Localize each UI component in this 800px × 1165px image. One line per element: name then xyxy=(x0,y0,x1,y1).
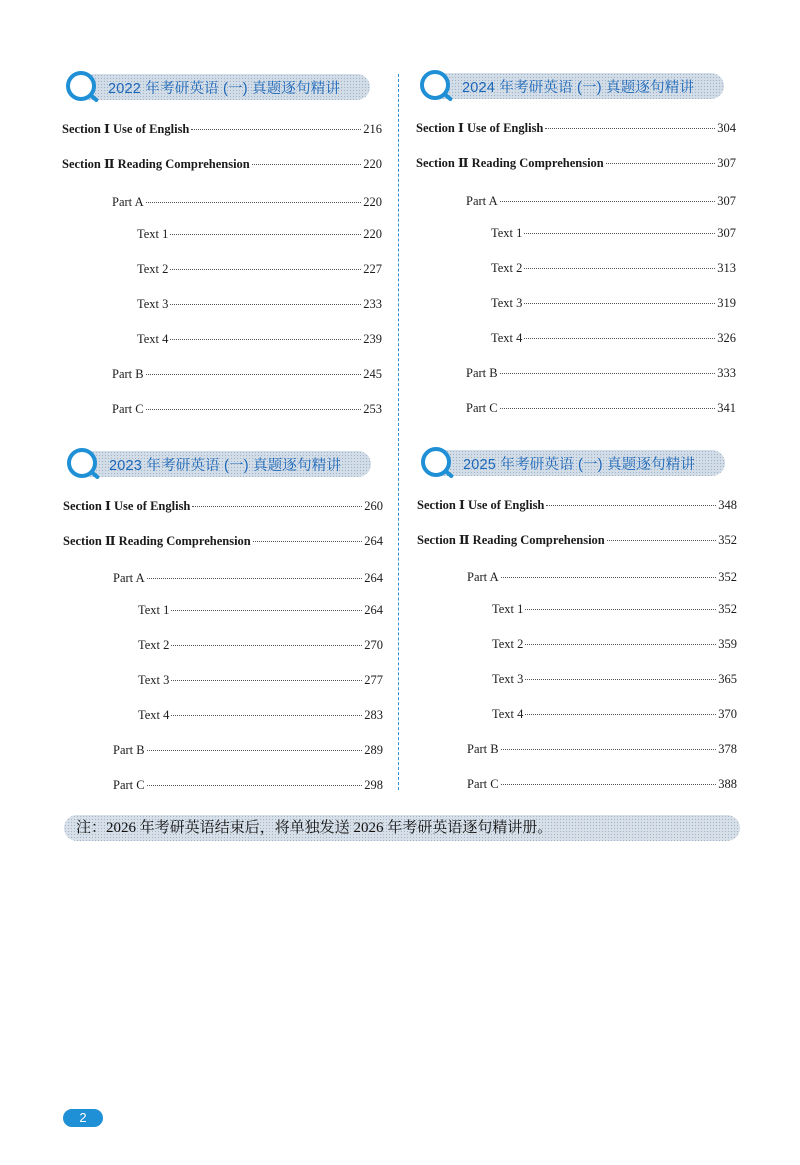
toc-entry[interactable] xyxy=(137,296,382,312)
entry-page: 298 xyxy=(364,778,383,792)
entry-page: 388 xyxy=(718,777,737,791)
entry-page: 227 xyxy=(363,262,382,276)
entry-label: Part C xyxy=(467,777,499,791)
entry-label: Text 1 xyxy=(491,226,523,240)
entry-page: 220 xyxy=(363,227,382,241)
toc-entry[interactable] xyxy=(137,331,382,347)
entry-page: 264 xyxy=(364,571,383,585)
toc-entry[interactable] xyxy=(416,120,736,136)
entry-label: Section Ⅰ Use of English xyxy=(63,499,191,513)
entry-label: Section Ⅱ Reading Comprehension xyxy=(62,157,250,171)
block-header xyxy=(431,450,725,476)
toc-entry[interactable] xyxy=(467,569,737,585)
entry-page: 245 xyxy=(363,367,382,381)
block-title: 2022 年考研英语 (一) 真题逐句精讲 xyxy=(108,80,341,97)
entry-page: 365 xyxy=(718,672,737,686)
entry-label: Text 3 xyxy=(138,673,170,687)
entry-label: Section Ⅰ Use of English xyxy=(62,122,190,136)
entry-page: 277 xyxy=(364,673,383,687)
entry-label: Text 3 xyxy=(491,296,523,310)
search-icon xyxy=(420,70,450,100)
entry-label: Part A xyxy=(467,570,499,584)
entry-label: Section Ⅱ Reading Comprehension xyxy=(416,156,604,170)
entry-page: 319 xyxy=(717,296,736,310)
toc-entry[interactable] xyxy=(62,121,382,137)
entry-label: Section Ⅱ Reading Comprehension xyxy=(417,533,605,547)
entry-page: 313 xyxy=(717,261,736,275)
toc-entry[interactable] xyxy=(113,777,383,793)
entry-label: Text 2 xyxy=(492,637,524,651)
entry-label: Part C xyxy=(466,401,498,415)
entry-page: 239 xyxy=(363,332,382,346)
toc-entry[interactable] xyxy=(137,261,382,277)
toc-entry[interactable] xyxy=(491,260,736,276)
entry-page: 333 xyxy=(717,366,736,380)
entry-page: 220 xyxy=(363,195,382,209)
toc-entry[interactable] xyxy=(138,672,383,688)
entry-label: Text 1 xyxy=(492,602,524,616)
entry-label: Part A xyxy=(466,194,498,208)
entry-page: 341 xyxy=(717,401,736,415)
toc-entry[interactable] xyxy=(492,671,737,687)
entry-label: Text 3 xyxy=(137,297,169,311)
entry-label: Text 4 xyxy=(492,707,524,721)
entry-label: Text 4 xyxy=(137,332,169,346)
toc-entry[interactable] xyxy=(63,498,383,514)
toc-entry[interactable] xyxy=(466,365,736,381)
toc-entry[interactable] xyxy=(112,401,382,417)
toc-block-2025 xyxy=(417,450,757,791)
entry-label: Section Ⅰ Use of English xyxy=(417,498,545,512)
toc-entry[interactable] xyxy=(492,601,737,617)
toc-block-2024 xyxy=(416,73,756,415)
toc-entry[interactable] xyxy=(417,532,737,548)
search-icon xyxy=(67,448,97,478)
footnote-banner: 注：2026 年考研英语结束后，将单独发送 2026 年考研英语逐句精讲册。 xyxy=(64,815,740,841)
toc-entry[interactable] xyxy=(492,706,737,722)
entry-label: Text 2 xyxy=(491,261,523,275)
entry-label: Text 4 xyxy=(491,331,523,345)
toc-entry[interactable] xyxy=(491,330,736,346)
toc-entry[interactable] xyxy=(63,533,383,549)
entry-page: 352 xyxy=(718,570,737,584)
entry-page: 378 xyxy=(718,742,737,756)
toc-entry[interactable] xyxy=(467,741,737,757)
toc-entry[interactable] xyxy=(138,602,383,618)
toc-entry[interactable] xyxy=(416,155,736,171)
entry-page: 348 xyxy=(718,498,737,512)
toc-entry[interactable] xyxy=(138,707,383,723)
entry-page: 289 xyxy=(364,743,383,757)
entry-page: 264 xyxy=(364,603,383,617)
entry-label: Part A xyxy=(113,571,145,585)
entry-label: Part B xyxy=(112,367,144,381)
block-title: 2023 年考研英语 (一) 真题逐句精讲 xyxy=(109,457,342,474)
entry-label: Text 1 xyxy=(138,603,170,617)
entry-label: Part B xyxy=(467,742,499,756)
entry-page: 270 xyxy=(364,638,383,652)
toc-entry[interactable] xyxy=(491,295,736,311)
page-number: 2 xyxy=(63,1109,103,1127)
entry-page: 216 xyxy=(363,122,382,136)
entry-label: Part B xyxy=(466,366,498,380)
entry-page: 233 xyxy=(363,297,382,311)
toc-entry[interactable] xyxy=(137,226,382,242)
entry-page: 326 xyxy=(717,331,736,345)
search-icon xyxy=(421,447,451,477)
entry-label: Part A xyxy=(112,195,144,209)
entry-label: Text 1 xyxy=(137,227,169,241)
toc-entry[interactable] xyxy=(113,570,383,586)
block-header xyxy=(77,451,371,477)
entry-page: 307 xyxy=(717,194,736,208)
search-icon xyxy=(66,71,96,101)
block-header xyxy=(76,74,370,100)
toc-entry[interactable] xyxy=(492,636,737,652)
toc-entry[interactable] xyxy=(466,193,736,209)
entry-page: 264 xyxy=(364,534,383,548)
entry-page: 359 xyxy=(718,637,737,651)
entry-page: 370 xyxy=(718,707,737,721)
toc-entry[interactable] xyxy=(113,742,383,758)
entry-label: Text 4 xyxy=(138,708,170,722)
entry-page: 304 xyxy=(717,121,736,135)
toc-block-2022 xyxy=(62,74,402,416)
entry-label: Text 2 xyxy=(138,638,170,652)
block-title: 2024 年考研英语 (一) 真题逐句精讲 xyxy=(462,79,695,96)
column-divider xyxy=(398,74,399,790)
toc-block-2023 xyxy=(63,451,403,792)
toc-entry[interactable] xyxy=(466,400,736,416)
toc-entry[interactable] xyxy=(417,497,737,513)
block-header xyxy=(430,73,724,99)
entry-page: 352 xyxy=(718,533,737,547)
toc-entry[interactable] xyxy=(491,225,736,241)
entry-label: Section Ⅱ Reading Comprehension xyxy=(63,534,251,548)
entry-label: Text 3 xyxy=(492,672,524,686)
entry-page: 220 xyxy=(363,157,382,171)
toc-entry[interactable] xyxy=(138,637,383,653)
entry-page: 307 xyxy=(717,156,736,170)
toc-entry[interactable] xyxy=(62,156,382,172)
entry-page: 307 xyxy=(717,226,736,240)
entry-page: 253 xyxy=(363,402,382,416)
entry-label: Section Ⅰ Use of English xyxy=(416,121,544,135)
toc-entry[interactable] xyxy=(112,366,382,382)
entry-label: Part B xyxy=(113,743,145,757)
block-title: 2025 年考研英语 (一) 真题逐句精讲 xyxy=(463,456,696,473)
entry-page: 283 xyxy=(364,708,383,722)
toc-entry[interactable] xyxy=(467,776,737,792)
toc-entry[interactable] xyxy=(112,194,382,210)
entry-label: Part C xyxy=(113,778,145,792)
entry-page: 352 xyxy=(718,602,737,616)
entry-label: Part C xyxy=(112,402,144,416)
entry-label: Text 2 xyxy=(137,262,169,276)
entry-page: 260 xyxy=(364,499,383,513)
